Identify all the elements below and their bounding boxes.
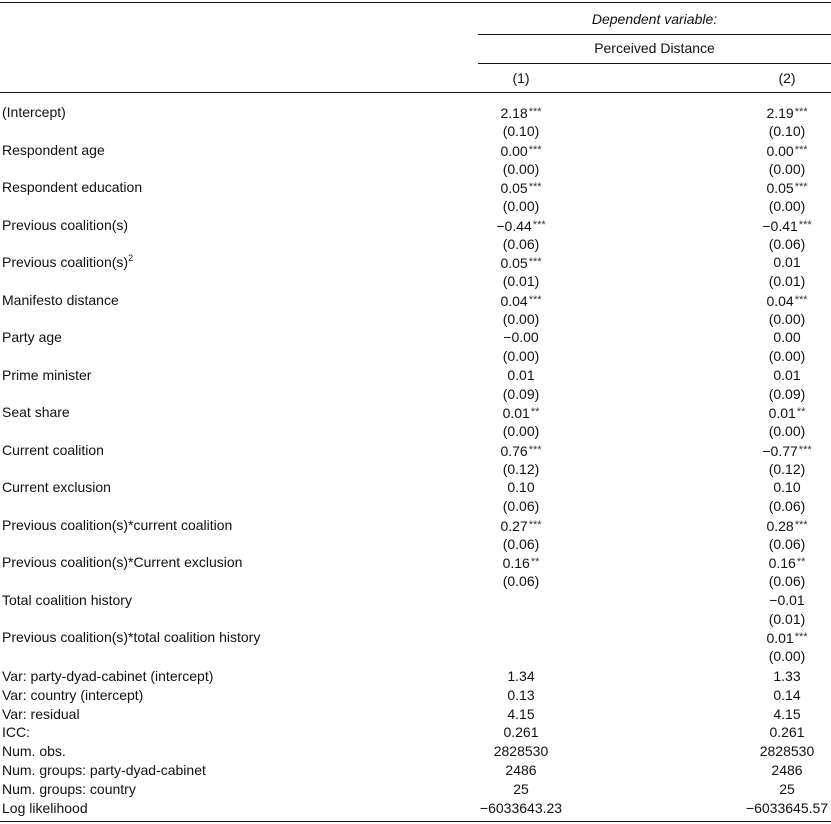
coefficient-value: 2.18 [500,105,528,121]
coefficient-value: 0.16 [768,555,796,571]
std-error-col2: (0.06) [768,536,806,552]
significance-stars: *** [794,181,808,193]
significance-stars: *** [798,219,812,231]
statistic-col2: −6033645.57 [745,800,829,816]
std-error-col2: (0.01) [768,611,806,627]
coefficient-col2 [697,628,831,647]
coefficient-value: 0.00 [773,329,801,345]
coefficient-col2 [697,366,831,384]
coefficient-col1 [431,366,611,384]
coefficient-value: 0.16 [502,555,530,571]
variable-label-text: Current exclusion [2,479,111,495]
variable-label-text: Previous coalition(s)*Current exclusion [2,554,243,570]
variable-label-text: Total coalition history [2,592,132,608]
dependent-variable-label: Dependent variable: [591,11,718,27]
statistic-col2: 0.14 [773,687,801,703]
variable-label [2,628,260,646]
variable-label [2,403,70,421]
std-error-col2: (0.01) [768,273,806,289]
statistic-label: ICC: [2,724,30,740]
std-error-col1: (0.12) [502,461,540,477]
coefficient-value: 0.10 [773,479,801,495]
std-error-col2: (0.00) [768,161,806,177]
coefficient-col1 [431,553,611,572]
coefficient-value: 0.28 [766,518,794,534]
coefficient-value: 0.05 [500,255,528,271]
coefficient-col2 [697,253,831,271]
statistic-col1: 25 [513,781,529,797]
coefficient-col2 [697,216,831,235]
significance-stars: *** [528,256,542,268]
statistic-col2: 2486 [771,762,803,778]
dependent-variable-name: Perceived Distance [594,40,715,56]
std-error-col2: (0.06) [768,498,806,514]
std-error-col1: (0.00) [502,311,540,327]
coefficient-value: 0.01 [768,405,796,421]
coefficient-col1 [431,441,611,460]
variable-label [2,366,91,384]
std-error-col1: (0.09) [502,386,540,402]
variable-label [2,216,128,234]
coefficient-col2 [697,141,831,160]
coefficient-value: 0.05 [500,180,528,196]
statistic-col1: 4.15 [507,706,535,722]
significance-stars: *** [528,519,542,531]
variable-label [2,328,62,346]
coefficient-col1 [431,403,611,422]
superscript: 2 [128,253,134,263]
variable-label [2,291,119,309]
variable-label [2,178,142,196]
significance-stars: *** [794,294,808,306]
std-error-col1: (0.00) [502,161,540,177]
coefficient-col2 [697,403,831,422]
variable-label-text: Previous coalition(s) [2,254,129,270]
coefficient-col2 [697,478,831,496]
statistic-col1: 1.34 [507,668,535,684]
significance-stars: *** [528,444,542,456]
coefficient-col1 [431,216,611,235]
statistic-label: Var: country (intercept) [2,687,144,703]
top-rule [0,2,831,3]
variable-label-text: Respondent age [2,142,105,158]
significance-stars: *** [528,294,542,306]
std-error-col2: (0.00) [768,198,806,214]
variable-label [2,441,104,459]
significance-stars: *** [794,519,808,531]
coefficient-value: 0.01 [773,254,801,270]
std-error-col1: (0.10) [502,123,540,139]
std-error-col2: (0.00) [768,648,806,664]
variable-label [2,516,232,534]
significance-stars: *** [798,444,812,456]
std-error-col2: (0.10) [768,123,806,139]
variable-label-text: Seat share [2,404,70,420]
coefficient-value: −0.01 [769,592,805,608]
coefficient-value: −0.00 [503,329,539,345]
statistic-col1: 0.13 [507,687,535,703]
coefficient-col1 [431,253,611,272]
variable-label-text: Previous coalition(s) [2,217,129,233]
variable-label-text: (Intercept) [2,104,66,120]
variable-label-text: Prime minister [2,367,92,383]
std-error-col2: (0.06) [768,573,806,589]
significance-stars: ** [530,406,540,418]
std-error-col1: (0.01) [502,273,540,289]
statistic-col1: 0.261 [503,724,539,740]
significance-stars: *** [794,106,808,118]
coefficient-value: 0.76 [500,443,528,459]
coefficient-col1 [431,103,611,122]
variable-label-text: Party age [2,329,62,345]
std-error-col1: (0.06) [502,236,540,252]
dependent-rule [478,34,831,35]
coefficient-value: 0.01 [502,405,530,421]
statistic-col1: −6033643.23 [479,800,563,816]
std-error-col2: (0.09) [768,386,806,402]
significance-stars: *** [532,219,546,231]
variable-label [2,141,105,159]
statistic-col2: 1.33 [773,668,801,684]
variable-label-text: Manifesto distance [2,292,119,308]
coefficient-value: −0.41 [762,218,798,234]
statistic-label: Log likelihood [2,800,88,816]
std-error-col1: (0.00) [502,348,540,364]
significance-stars: ** [530,556,540,568]
statistic-col2: 4.15 [773,706,801,722]
coefficient-value: 0.00 [766,143,794,159]
coefficient-col2 [697,591,831,609]
statistic-label: Num. groups: party-dyad-cabinet [2,762,206,778]
variable-label [2,253,133,271]
coefficient-col1 [431,141,611,160]
coefficient-value: 0.27 [500,518,528,534]
coefficient-col2 [697,328,831,346]
variable-label-text: Previous coalition(s)*total coalition history [2,629,261,645]
coefficient-value: 0.10 [507,479,535,495]
column-header-1: (1) [512,70,530,86]
coefficient-col2 [697,178,831,197]
coefficient-col2 [697,103,831,122]
statistic-label: Num. obs. [2,743,66,759]
significance-stars: ** [796,406,806,418]
statistic-col1: 2828530 [493,743,549,759]
std-error-col2: (0.12) [768,461,806,477]
coefficient-value: 0.04 [500,293,528,309]
variable-label-text: Previous coalition(s)*current coalition [2,517,233,533]
variable-label [2,553,242,571]
std-error-col1: (0.06) [502,498,540,514]
statistic-label: Var: party-dyad-cabinet (intercept) [2,668,214,684]
statistic-col2: 2828530 [759,743,815,759]
dependent-name-rule [478,63,831,64]
std-error-col1: (0.00) [502,423,540,439]
significance-stars: *** [528,106,542,118]
std-error-col1: (0.06) [502,536,540,552]
std-error-col2: (0.00) [768,348,806,364]
variable-label-text: Current coalition [2,442,104,458]
coefficient-col1 [431,291,611,310]
coefficient-col2 [697,291,831,310]
coefficient-value: 0.01 [773,367,801,383]
statistic-label: Num. groups: country [2,781,136,797]
coefficient-col1 [431,478,611,496]
statistic-label: Var: residual [2,706,80,722]
variable-label-text: Respondent education [2,179,143,195]
significance-stars: *** [528,181,542,193]
bottom-rule [0,821,831,822]
significance-stars: *** [794,144,808,156]
std-error-col2: (0.06) [768,236,806,252]
coefficient-value: 0.01 [507,367,535,383]
coefficient-col1 [431,516,611,535]
statistic-col2: 0.261 [769,724,805,740]
coefficient-value: 0.00 [500,143,528,159]
std-error-col1: (0.06) [502,573,540,589]
column-header-2: (2) [778,70,796,86]
statistic-col2: 25 [779,781,795,797]
std-error-col2: (0.00) [768,423,806,439]
coefficient-col1 [431,178,611,197]
coefficient-value: 0.05 [766,180,794,196]
significance-stars: ** [796,556,806,568]
coefficient-col2 [697,553,831,572]
header-bottom-rule [0,92,831,93]
variable-label [2,103,66,121]
coefficient-value: 0.04 [766,293,794,309]
coefficient-value: 2.19 [766,105,794,121]
coefficient-value: −0.77 [762,443,798,459]
variable-label [2,591,132,609]
variable-label [2,478,111,496]
statistic-col1: 2486 [505,762,537,778]
significance-stars: *** [528,144,542,156]
coefficient-col2 [697,441,831,460]
significance-stars: *** [794,631,808,643]
coefficient-col2 [697,516,831,535]
coefficient-col1 [431,328,611,346]
std-error-col1: (0.00) [502,198,540,214]
std-error-col2: (0.00) [768,311,806,327]
coefficient-value: 0.01 [766,630,794,646]
coefficient-value: −0.44 [496,218,532,234]
